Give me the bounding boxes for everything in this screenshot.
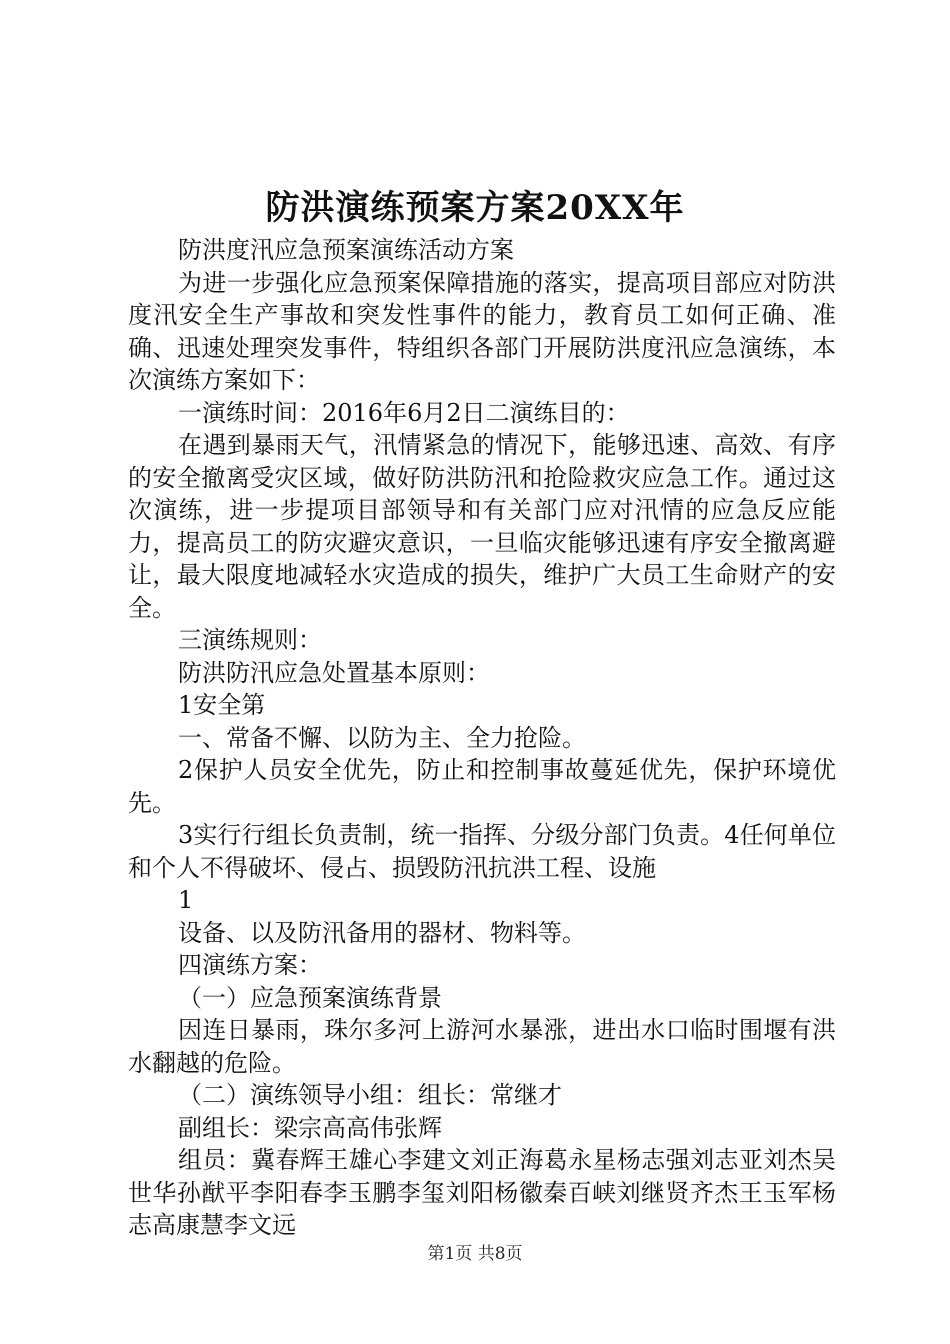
paragraph-rules-heading: 三演练规则：	[178, 626, 322, 654]
paragraph-purpose-detail: 在遇到暴雨天气，汛情紧急的情况下，能够迅速、高效、有序的安全撤离受灾区域，做好防洪防汛和抢险救灾应急工作。通过这次演练，进一步提项目部领导和有关部门应对汛情的应急反应能力，提高员工的防灾避灾意识，一旦临灾能够迅速有序安全撤离避让，最大限度地减轻水灾造成的损失，维护广大员工生命财产的安全。	[128, 431, 836, 622]
document-body	[128, 234, 836, 1242]
paragraph-deputy: 副组长：梁宗高高伟张辉	[178, 1113, 442, 1142]
paragraph-principle-1: 1安全第	[178, 691, 266, 719]
paragraph-leadership: （二）演练领导小组：组长：常继才	[178, 1081, 562, 1109]
paragraph-members: 组员：冀春辉王雄心李建文刘正海葛永星杨志强刘志亚刘杰吴世华孙猷平李阳春李玉鹏李玺刘阳杨徽秦百峡刘继贤齐杰王玉军杨志高康慧李文远	[128, 1146, 836, 1239]
page-footer: 第1页 共8页	[427, 1244, 523, 1264]
paragraph-principle-3-4: 3实行行组长负责制，统一指挥、分级分部门负责。4任何单位和个人不得破坏、侵占、损毁防汛抗洪工程、设施	[128, 821, 836, 882]
paragraph-time-purpose: 一演练时间：2016年6月2日二演练目的：	[178, 398, 630, 427]
paragraph-principles-heading: 防洪防汛应急处置基本原则：	[178, 658, 490, 687]
paragraph-intro: 为进一步强化应急预案保障措施的落实，提高项目部应对防洪度汛安全生产事故和突发性事件的能力，教育员工如何正确、准确、迅速处理突发事件，特组织各部门开展防洪度汛应急演练，本次演练方案如下：	[128, 268, 836, 394]
document-title: 防洪演练预案方案20XX年	[265, 188, 685, 228]
paragraph-subtitle: 防洪度汛应急预案演练活动方案	[178, 236, 514, 264]
paragraph-principle-2: 2保护人员安全优先，防止和控制事故蔓延优先，保护环境优先。	[128, 756, 836, 817]
paragraph-background: 因连日暴雨，珠尔多河上游河水暴涨，进出水口临时围堰有洪水翻越的危险。	[128, 1016, 836, 1077]
paragraph-plan-heading: 四演练方案：	[178, 951, 322, 979]
paragraph-principle-1-cont: 一、常备不懈、以防为主、全力抢险。	[178, 723, 586, 752]
paragraph-equipment: 设备、以及防汛备用的器材、物料等。	[178, 918, 586, 947]
paragraph-page-marker: 1	[178, 886, 194, 914]
paragraph-background-heading: （一）应急预案演练背景	[178, 983, 442, 1012]
